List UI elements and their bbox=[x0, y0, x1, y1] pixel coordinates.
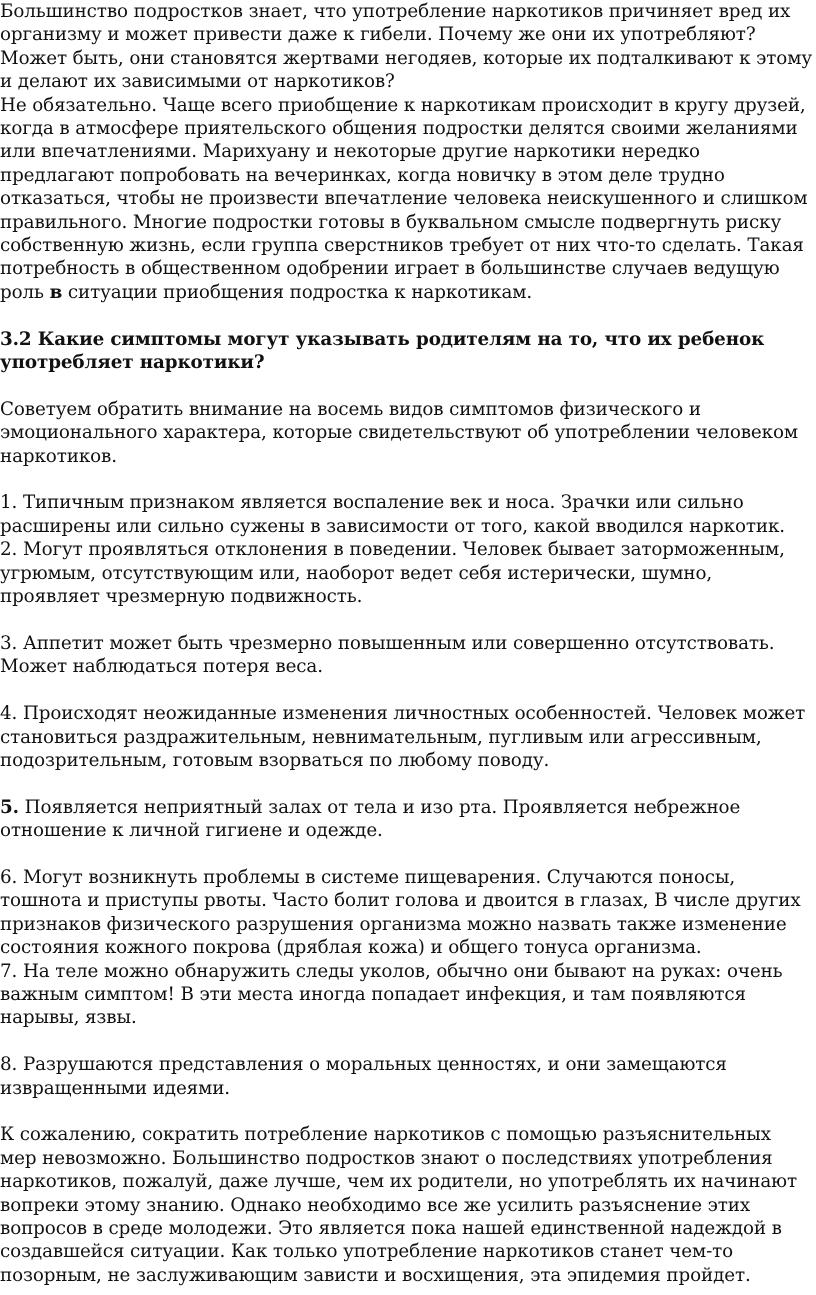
symptom-7: 7. На теле можно обнаружить следы уколов, обычно они бывают на руках: очень важным симптом! В эти места иногда попадает инфекция, и там появляются нарывы, язвы. bbox=[0, 960, 783, 1029]
symptom-2: 2. Могут проявляться отклонения в поведении. Человек бывает заторможенным, угрюмым, отсутствующим или, наоборот ведет себя истерически, шумно, проявляет чрезмерную подвижность. bbox=[0, 539, 785, 608]
intro-paragraph-2-end: ситуации приобщения подростка к наркотикам. bbox=[62, 281, 533, 303]
spacer bbox=[0, 374, 812, 397]
spacer bbox=[0, 468, 812, 491]
intro-paragraph-2-bold-word: в bbox=[49, 281, 63, 303]
spacer bbox=[0, 843, 812, 866]
symptom-8: 8. Разрушаются представления о моральных ценностях, и они замещаются извращенными идеями. bbox=[0, 1054, 727, 1099]
symptom-4: 4. Происходят неожиданные изменения личностных особенностей. Человек может становиться раздражительным, невнимательным, пугливым или агрессивным, подозрительным, готовым взорваться по любому поводу. bbox=[0, 703, 806, 771]
symptom-5-number: 5. bbox=[0, 796, 19, 818]
section-heading: 3.2 Какие симптомы могут указывать родителям на то, что их ребенок употребляет наркотики? bbox=[0, 328, 765, 374]
spacer bbox=[0, 304, 812, 327]
spacer bbox=[0, 1100, 812, 1123]
intro-paragraph-2-text: Не обязательно. Чаще всего приобщение к наркотикам происходит в кругу друзей, когда в атмосфере приятельского общения подростки делятся своими желаниями или впечатлениями. Марихуану и некоторые другие наркотики нередко предлагают попробовать на вечеринках, когда новичку в этом деле трудно отказаться, чтобы не произвести впечатление человека неискушенного и слишком правильного. Многие подростки готовы в буквальном смысле подвергнуть риску собственную жизнь, если группа сверстников требует от них что-то сделать. Такая потребность в общественном одобрении играет в большинстве случаев ведущую роль bbox=[0, 94, 808, 303]
intro-paragraph-1: Большинство подростков знает, что употребление наркотиков причиняет вред их организму и может привести даже к гибели. Почему же они их употребляют? Может быть, они становятся жертвами негодяев, которые их подталкивают к этому и делают их зависимыми от наркотиков? bbox=[0, 1, 812, 93]
spacer bbox=[0, 679, 812, 702]
symptom-1: 1. Типичным признаком является воспаление век и носа. Зрачки или сильно расширены или сильно сужены в зависимости от того, какой вводился наркотик. bbox=[0, 492, 785, 537]
spacer bbox=[0, 1030, 812, 1053]
symptom-3: 3. Аппетит может быть чрезмерно повышенным или совершенно отсутствовать. Может наблюдаться потеря веса. bbox=[0, 632, 775, 678]
intro-paragraph-2 bbox=[0, 94, 812, 305]
spacer bbox=[0, 772, 812, 795]
symptom-5-text: Появляется неприятный залах от тела и изо рта. Проявляется небрежное отношение к личной гигиене и одежде. bbox=[0, 796, 741, 842]
spacer bbox=[0, 609, 812, 632]
conclusion-paragraph: К сожалению, сократить потребление наркотиков с помощью разъяснительных мер невозможно. Большинство подростков знают о последствиях употребления наркотиков, пожалуй, даже лучше, чем их родители, но употреблять их начинают вопреки этому знанию. Однако необходимо все же усилить разъяснение этих вопросов в среде молодежи. Это является пока нашей единственной надеждой в создавшейся ситуации. Как только употребление наркотиков станет чем-то позорным, не заслуживающим зависти и восхищения, эта эпидемия пройдет. bbox=[0, 1124, 797, 1286]
symptom-6: 6. Могут возникнуть проблемы в системе пищеварения. Случаются поносы, тошнота и приступы рвоты. Часто болит голова и двоится в глазах, В числе других признаков физического разрушения организма можно назвать также изменение состояния кожного покрова (дряблая кожа) и общего тонуса организма. bbox=[0, 866, 801, 959]
section-lead: Советуем обратить внимание на восемь видов симптомов физического и эмоционального характера, которые свидетельствуют об употреблении человеком наркотиков. bbox=[0, 398, 799, 467]
symptom-5 bbox=[0, 796, 812, 843]
